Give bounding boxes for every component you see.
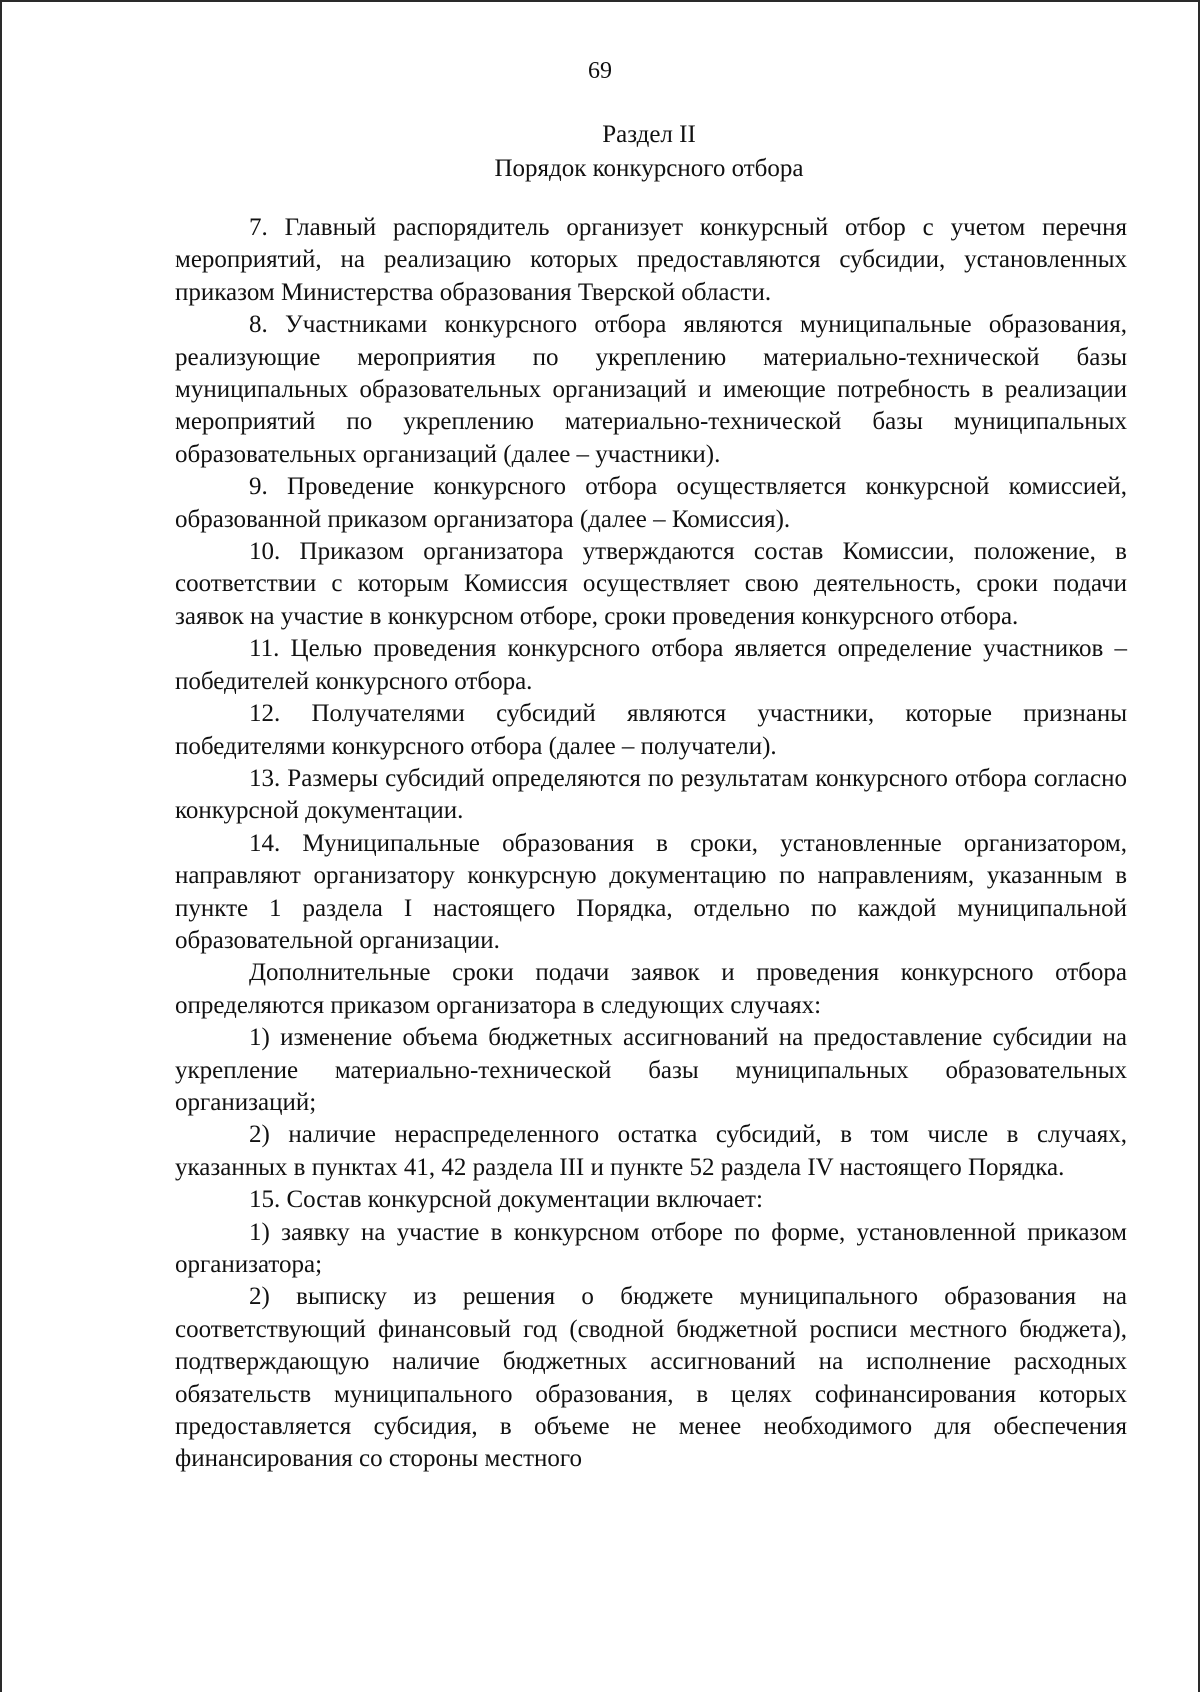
document-body xyxy=(175,212,1127,1476)
paragraph: 11. Целью проведения конкурсного отбора является определение участников – победителей конкурсного отбора. xyxy=(175,635,1127,695)
paragraph: 8. Участниками конкурсного отбора являются муниципальные образования, реализующие мероприятия по укреплению материально-технической базы муниципальных образовательных организаций и имеющие потребность в реализации мероприятий по укреплению материально-технической базы муниципальных образовательных организаций (далее – участники). xyxy=(175,311,1127,468)
scan-edge-top xyxy=(0,0,1200,2)
paragraph: 7. Главный распорядитель организует конкурсный отбор с учетом перечня мероприятий, на реализацию которых предоставляются субсидии, установленных приказом Министерства образования Тверской области. xyxy=(175,214,1127,306)
scan-edge-left xyxy=(0,0,2,1692)
paragraph: Дополнительные сроки подачи заявок и проведения конкурсного отбора определяются приказом организатора в следующих случаях: xyxy=(175,959,1127,1019)
paragraph: 13. Размеры субсидий определяются по результатам конкурсного отбора согласно конкурсной документации. xyxy=(175,764,1127,825)
section-title: Порядок конкурсного отбора xyxy=(494,155,804,182)
paragraph: 2) выписку из решения о бюджете муниципального образования на соответствующий финансовый год (сводной бюджетной росписи местного бюджета), подтверждающую наличие бюджетных ассигнований на исполнение расходных обязательств муниципального образования, в целях софинансирования которых предоставляется субсидия, в объеме не менее необходимого для обеспечения финансирования со стороны местного xyxy=(175,1283,1127,1473)
paragraph: 12. Получателями субсидий являются участники, которые признаны победителями конкурсного отбора (далее – получатели). xyxy=(175,700,1127,760)
paragraph: 14. Муниципальные образования в сроки, установленные организатором, направляют организатору конкурсную документацию по направлениям, указанным в пункте 1 раздела I настоящего Порядка, отдельно по каждой муниципальной образовательной организации. xyxy=(175,829,1127,954)
paragraph: 9. Проведение конкурсного отбора осуществляется конкурсной комиссией, образованной приказом организатора (далее – Комиссия). xyxy=(175,473,1127,533)
paragraph: 15. Состав конкурсной документации включает: xyxy=(249,1186,763,1214)
paragraph: 10. Приказом организатора утверждаются состав Комиссии, положение, в соответствии с которым Комиссия осуществляет свою деятельность, сроки подачи заявок на участие в конкурсном отборе, сроки проведения конкурсного отбора. xyxy=(175,538,1127,630)
paragraph: 1) заявку на участие в конкурсном отборе по форме, установленной приказом организатора; xyxy=(175,1218,1127,1278)
paragraph: 2) наличие нераспределенного остатка субсидий, в том числе в случаях, указанных в пунктах 41, 42 раздела III и пункте 52 раздела IV настоящего Порядка. xyxy=(175,1121,1127,1181)
section-label: Раздел II xyxy=(602,121,696,148)
paragraph: 1) изменение объема бюджетных ассигнований на предоставление субсидии на укрепление материально-технической базы муниципальных образовательных организаций; xyxy=(175,1024,1127,1116)
page-number: 69 xyxy=(588,58,612,84)
section-heading xyxy=(0,118,1200,186)
